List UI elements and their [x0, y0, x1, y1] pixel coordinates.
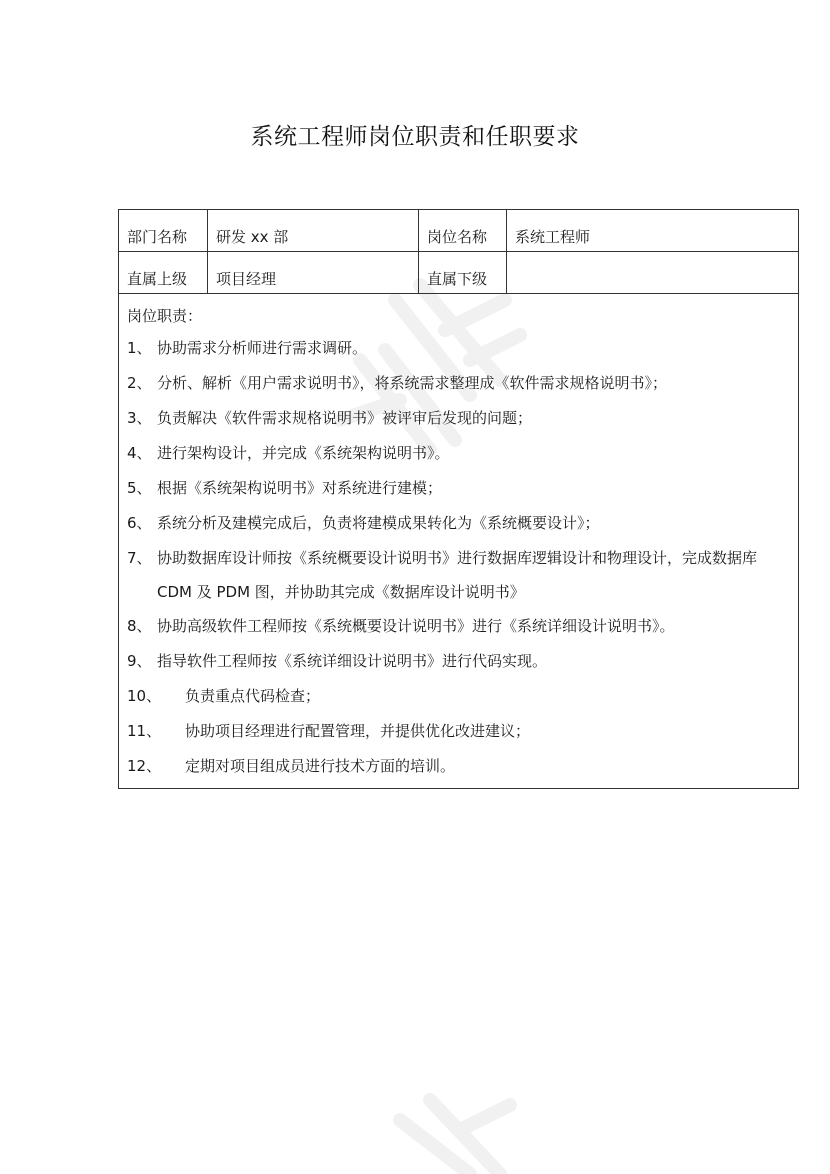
list-item [127, 401, 790, 436]
item-text: 系统分析及建模完成后，负责将建模成果转化为《系统概要设计》； [157, 514, 600, 532]
position-value: 系统工程师 [515, 228, 591, 246]
superior-value: 项目经理 [208, 252, 419, 293]
item-number: 9、 [127, 652, 152, 670]
subordinate-label: 直属下级 [419, 252, 507, 293]
item-number: 4、 [127, 444, 152, 462]
list-item [127, 644, 790, 679]
item-number: 3、 [127, 409, 152, 427]
list-item [127, 471, 790, 506]
item-number: 11、 [127, 722, 162, 740]
item-text: 协助高级软件工程师按《系统概要设计说明书》进行《系统详细设计说明书》。 [157, 617, 675, 635]
item-text: 协助项目经理进行配置管理，并提供优化改进建议； [185, 722, 531, 740]
item-number: 5、 [127, 479, 152, 497]
subordinate-value [507, 252, 798, 293]
item-text: 进行架构设计，并完成《系统架构说明书》。 [157, 444, 450, 462]
list-item [127, 679, 790, 714]
item-number: 6、 [127, 514, 152, 532]
item-number: 2、 [127, 374, 152, 392]
item-number: 10、 [127, 687, 162, 705]
duties-header: 岗位职责： [127, 307, 203, 325]
position-label: 岗位名称 [419, 210, 507, 251]
item-text: 分析、解析《用户需求说明书》，将系统需求整理成《软件需求规格说明书》； [157, 374, 668, 392]
duties-section [119, 294, 798, 788]
list-item [127, 714, 790, 749]
list-item [127, 366, 790, 401]
item-number: 1、 [127, 339, 152, 357]
dept-value: 研发 xx 部 [208, 210, 419, 251]
item-number: 8、 [127, 617, 152, 635]
item-number: 12、 [127, 757, 162, 775]
item-text: 指导软件工程师按《系统详细设计说明书》进行代码实现。 [157, 652, 548, 670]
dept-label: 部门名称 [119, 210, 208, 251]
item-text: 负责解决《软件需求规格说明书》被评审后发现的问题； [157, 409, 533, 427]
item-text: 协助数据库设计师按《系统概要设计说明书》进行数据库逻辑设计和物理设计，完成数据库 CDM 及 PDM 图，并协助其完成《数据库设计说明书》 [157, 549, 758, 601]
list-item [127, 609, 790, 644]
document-title: 系统工程师岗位职责和任职要求 [250, 124, 580, 150]
superior-label: 直属上级 [119, 252, 208, 293]
table-row [119, 252, 798, 294]
list-item [127, 436, 790, 471]
list-item [127, 749, 790, 784]
item-number: 7、 [127, 549, 152, 567]
item-text: 负责重点代码检查； [185, 687, 321, 705]
item-text: 协助需求分析师进行需求调研。 [157, 339, 368, 357]
list-item [127, 331, 790, 366]
table-row [119, 210, 798, 252]
item-text: 根据《系统架构说明书》对系统进行建模； [157, 479, 443, 497]
list-item [127, 541, 790, 609]
item-text: 定期对项目组成员进行技术方面的培训。 [185, 757, 456, 775]
list-item [127, 506, 790, 541]
job-info-table [118, 209, 799, 789]
